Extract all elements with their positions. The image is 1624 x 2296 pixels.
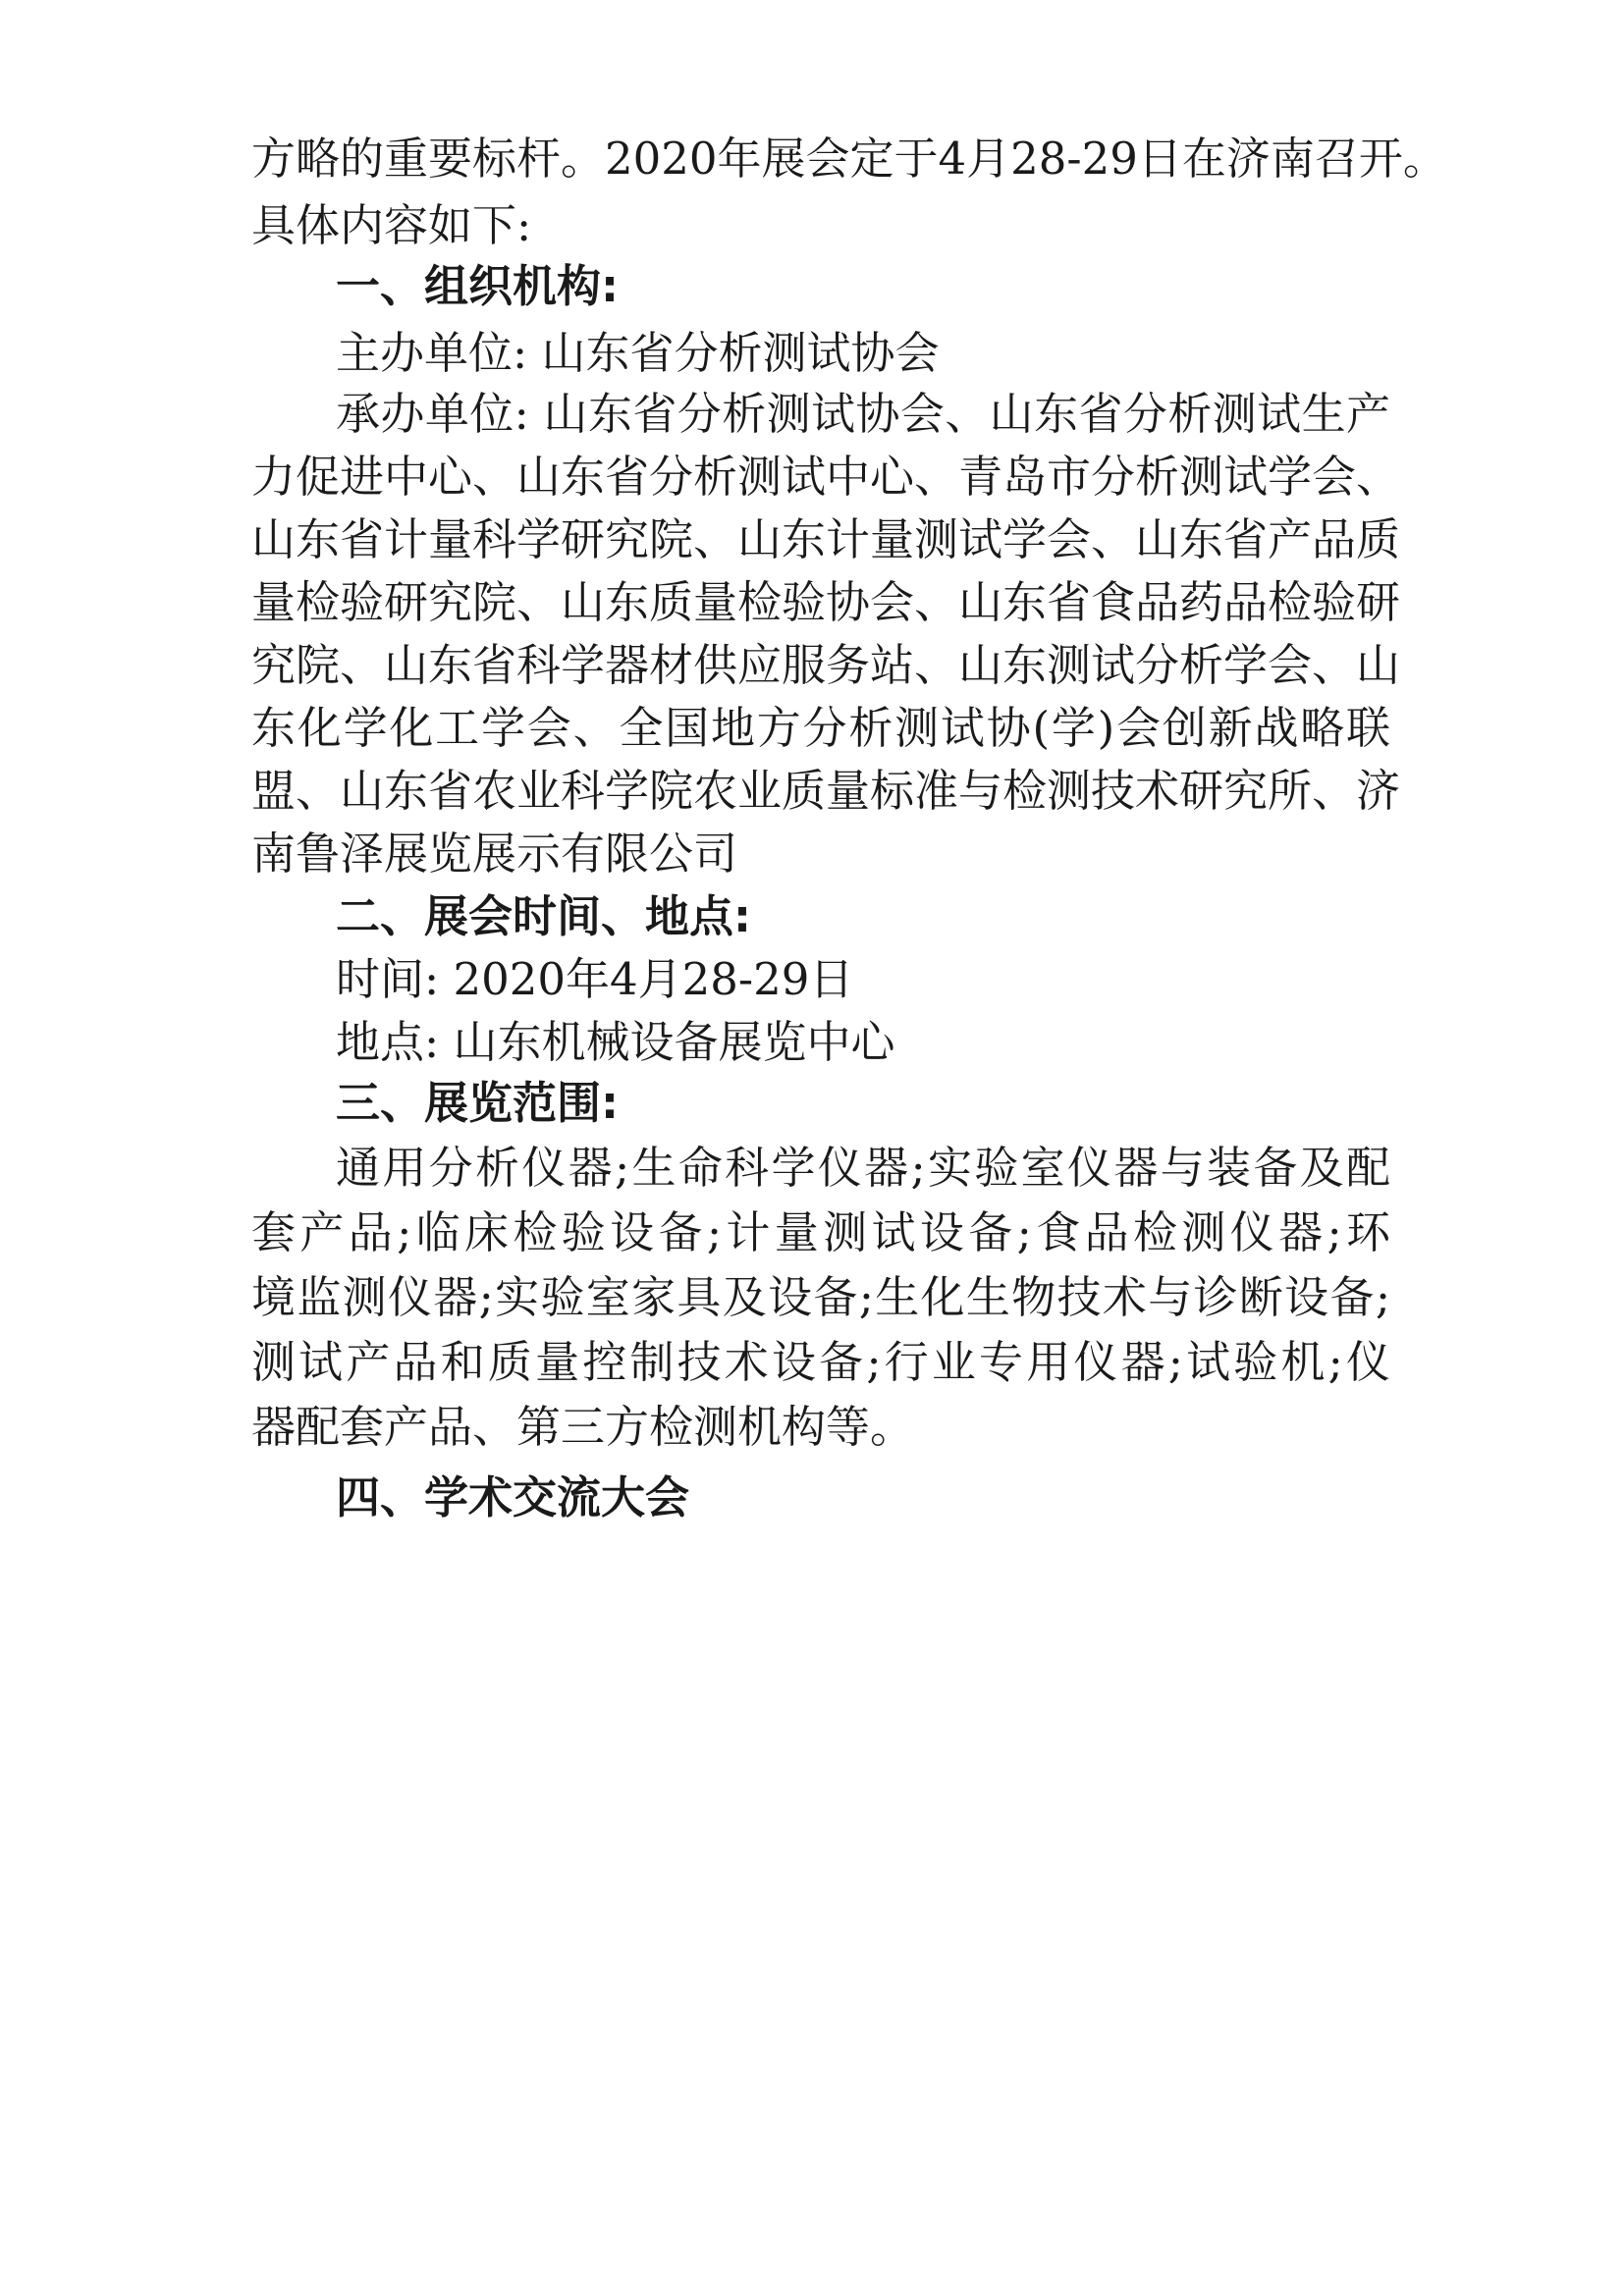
section-3-heading: 三、展览范围: (336, 1077, 619, 1129)
organizers-line-6: 东化学化工学会、全国地方分析测试协(学)会创新战略联 (251, 702, 1390, 754)
organizers-line-2: 力促进中心、山东省分析测试中心、青岛市分析测试学会、 (251, 451, 1401, 503)
organizers-line-4: 量检验研究院、山东质量检验协会、山东省食品药品检验研 (251, 576, 1401, 628)
scope-line-4: 测试产品和质量控制技术设备;行业专用仪器;试验机;仪 (251, 1336, 1390, 1388)
intro-line-1: 方略的重要标杆。2020年展会定于4月28-29日在济南召开。 (251, 133, 1447, 185)
intro-line-2: 具体内容如下: (251, 199, 532, 251)
organizers-line-3: 山东省计量科学研究院、山东计量测试学会、山东省产品质 (251, 513, 1401, 565)
organizers-line-5: 究院、山东省科学器材供应服务站、山东测试分析学会、山 (251, 639, 1401, 691)
section-1-heading: 一、组织机构: (336, 260, 619, 312)
scope-line-2: 套产品;临床检验设备;计量测试设备;食品检测仪器;环 (251, 1206, 1390, 1258)
host-unit: 主办单位: 山东省分析测试协会 (336, 327, 940, 379)
scope-line-3: 境监测仪器;实验室家具及设备;生化生物技术与诊断设备; (251, 1271, 1390, 1323)
exhibition-place: 地点: 山东机械设备展览中心 (336, 1016, 895, 1068)
scope-line-5: 器配套产品、第三方检测机构等。 (251, 1401, 915, 1453)
exhibition-time: 时间: 2020年4月28-29日 (336, 953, 854, 1005)
section-4-heading: 四、学术交流大会 (336, 1471, 690, 1523)
organizers-line-7: 盟、山东省农业科学院农业质量标准与检测技术研究所、济 (251, 765, 1401, 817)
section-2-heading: 二、展会时间、地点: (336, 890, 751, 942)
organizers-line-1: 承办单位: 山东省分析测试协会、山东省分析测试生产 (336, 388, 1390, 440)
organizers-line-8: 南鲁泽展览展示有限公司 (251, 828, 738, 880)
scope-line-1: 通用分析仪器;生命科学仪器;实验室仪器与装备及配 (336, 1142, 1390, 1194)
